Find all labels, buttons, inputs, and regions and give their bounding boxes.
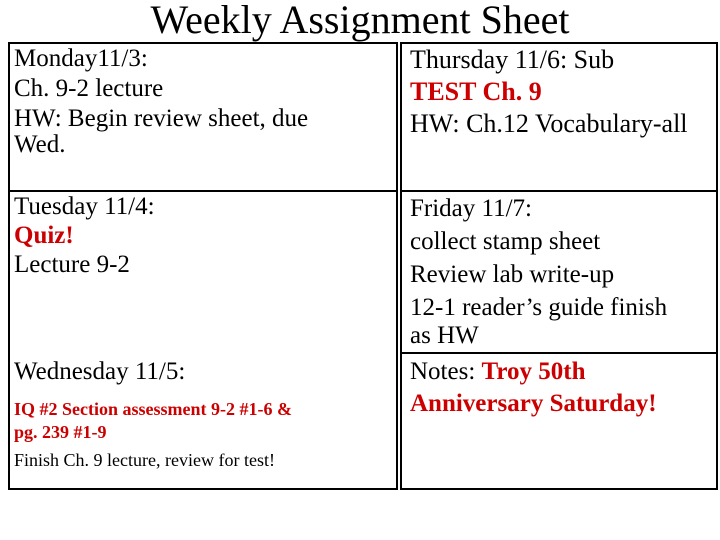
tuesday-quiz: Quiz! (14, 222, 74, 249)
notes-line1 (410, 356, 716, 388)
friday-as-hw: as HW (410, 322, 479, 349)
wednesday-cell (8, 352, 398, 490)
page-title: Weekly Assignment Sheet (150, 0, 570, 42)
monday-lecture: Ch. 9-2 lecture (14, 75, 164, 102)
thursday-test: TEST Ch. 9 (410, 77, 542, 106)
notes-troy: Troy 50th (481, 358, 586, 385)
wednesday-finish-lecture: Finish Ch. 9 lecture, review for test! (14, 450, 275, 470)
monday-homework: HW: Begin review sheet, due (14, 105, 309, 132)
monday-heading: Monday11/3: (14, 45, 148, 72)
wednesday-iq-assignment: IQ #2 Section assessment 9-2 #1-6 & (14, 399, 292, 419)
thursday-homework: HW: Ch.12 Vocabulary-all (410, 109, 688, 138)
thursday-cell (400, 42, 718, 192)
notes-cell (400, 352, 718, 490)
assignment-table (8, 42, 718, 490)
monday-cell (8, 42, 398, 192)
friday-stamp-sheet: collect stamp sheet (410, 228, 601, 255)
friday-readers-guide: 12-1 reader’s guide finish (410, 294, 668, 321)
thursday-heading: Thursday 11/6: Sub (410, 45, 615, 74)
notes-anniversary: Anniversary Saturday! (410, 390, 657, 417)
notes-label: Notes: (410, 358, 476, 385)
friday-cell (400, 190, 718, 354)
friday-lab-review: Review lab write-up (410, 261, 615, 288)
monday-homework-due: Wed. (14, 131, 66, 158)
tuesday-lecture: Lecture 9-2 (14, 251, 130, 278)
wednesday-heading: Wednesday 11/5: (14, 358, 186, 385)
tuesday-cell (8, 190, 398, 354)
wednesday-iq-pages: pg. 239 #1-9 (14, 422, 107, 442)
friday-heading: Friday 11/7: (410, 195, 532, 222)
tuesday-heading: Tuesday 11/4: (14, 193, 155, 220)
